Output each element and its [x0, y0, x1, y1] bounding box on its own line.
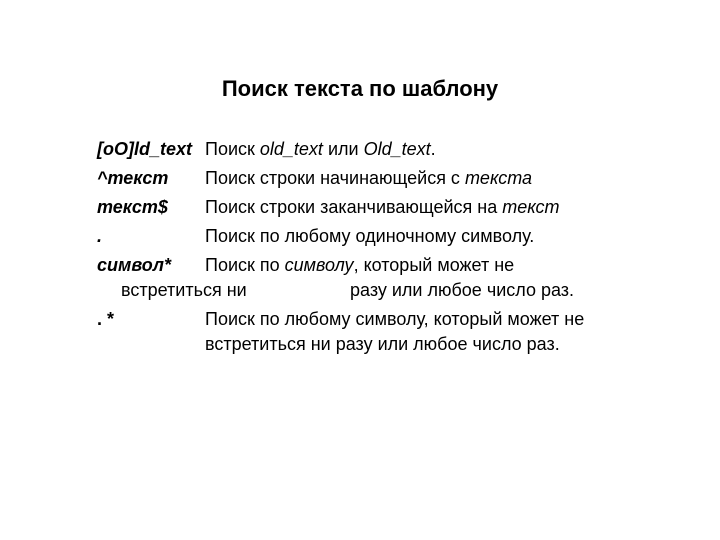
desc-emphasis: символу	[284, 255, 354, 275]
pattern-term-dot-star: . *	[97, 309, 115, 329]
desc-text: Поиск строки заканчивающейся на	[205, 197, 503, 217]
pattern-term-line-end: текст$	[97, 197, 168, 217]
pattern-desc-line-end	[205, 195, 560, 219]
desc-text: .	[430, 139, 436, 159]
desc-text: или	[322, 139, 364, 159]
pattern-term-any-char: .	[97, 226, 103, 246]
desc-emphasis: текста	[464, 168, 533, 188]
pattern-desc-symbol-star-line2a: встретиться ни	[121, 280, 247, 300]
pattern-term-symbol-star: символ*	[97, 255, 171, 275]
pattern-term-line-start: ^текст	[97, 168, 169, 188]
pattern-desc-line-start	[205, 166, 532, 190]
pattern-desc-dot-star-line2: встретиться ни разу или любое число раз.	[205, 334, 560, 354]
desc-text: Поиск	[205, 139, 260, 159]
desc-text: Поиск строки начинающейся с	[205, 168, 465, 188]
pattern-desc-symbol-star-line2b: разу или любое число раз.	[350, 280, 575, 300]
desc-emphasis: текст	[502, 197, 560, 217]
desc-text: Поиск по	[205, 255, 285, 275]
pattern-desc-old-text	[205, 137, 436, 161]
slide-title: Поиск текста по шаблону	[221, 76, 499, 101]
pattern-desc-symbol-star	[205, 253, 514, 277]
pattern-desc-dot-star: Поиск по любому символу, который может не	[205, 309, 585, 329]
desc-emphasis: old_text	[259, 139, 323, 159]
pattern-desc-any-char: Поиск по любому одиночному символу.	[205, 226, 535, 246]
pattern-term-old-text: [oO]ld_text	[97, 139, 193, 159]
desc-text: , который может не	[353, 255, 515, 275]
desc-emphasis: Old_text	[363, 139, 431, 159]
